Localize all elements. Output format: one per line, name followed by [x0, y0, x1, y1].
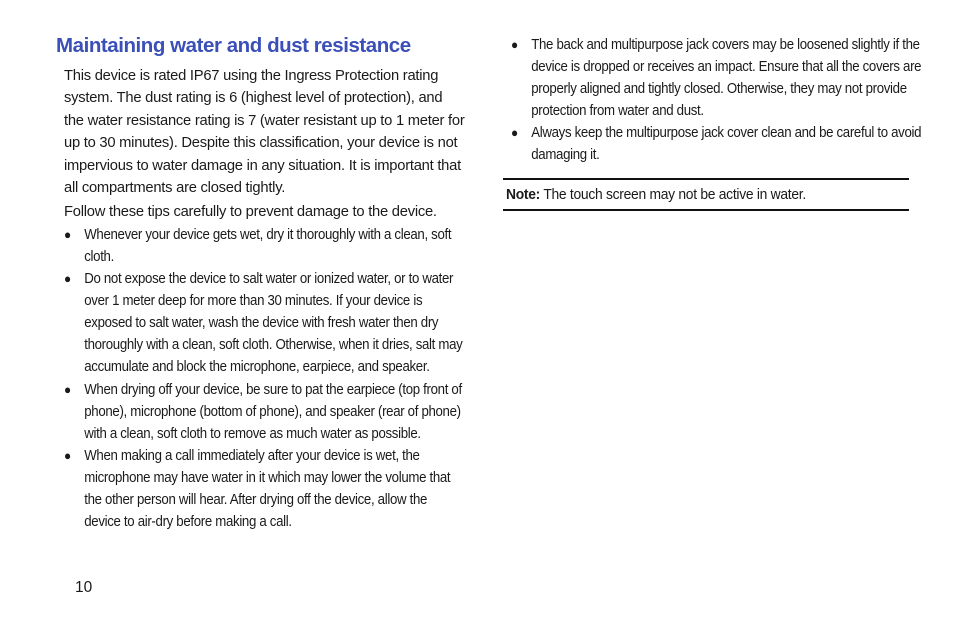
- list-item-text: Do not expose the device to salt water or ionized water, or to water over 1 meter deep for more than 30 minutes. If your device is exposed to salt water, wash the device with fresh water then dry thoroughly with a clean, soft cloth. Otherwise, when it dries, salt may accumulate and block the microphone, earpiece, and speaker.: [84, 271, 463, 376]
- list-item-text: Whenever your device gets wet, dry it thoroughly with a clean, soft cloth.: [84, 226, 452, 265]
- list-item-text: The back and multipurpose jack covers may be loosened slightly if the device is dropped or receives an impact. Ensure that all the covers are properly aligned and tightly closed. Otherwise, they may not provide protection from water and dust.: [531, 37, 922, 120]
- left-column: [56, 33, 466, 533]
- bullet-icon: ●: [64, 381, 71, 397]
- list-item: [64, 379, 466, 445]
- list-item: [511, 34, 922, 122]
- bullet-icon: ●: [511, 37, 518, 52]
- list-item-text: When drying off your device, be sure to pat the earpiece (top front of phone), microphone (bottom of phone), and speaker (rear of phone) with a clean, soft cloth to remove as much water as possible.: [84, 381, 462, 442]
- note-text: [506, 185, 806, 205]
- list-item: [64, 268, 466, 378]
- list-item: [64, 224, 466, 268]
- note-box: [503, 178, 909, 211]
- section-heading: Maintaining water and dust resistance: [56, 34, 411, 57]
- list-item-text: Always keep the multipurpose jack cover clean and be careful to avoid damaging it.: [531, 125, 922, 164]
- bullet-icon: ●: [64, 271, 71, 287]
- tips-lead-paragraph: Follow these tips carefully to prevent damage to the device.: [64, 203, 437, 221]
- list-item: [64, 445, 466, 533]
- intro-paragraph: This device is rated IP67 using the Ingress Protection rating system. The dust rating is 6 (highest level of protection), and the water resistance rating is 7 (water resistant up to 1 meter for up to 30 minutes). Despite this classification, your device is not impervious to water damage in any situation. It is important that all compartments are closed tightly.: [64, 67, 465, 197]
- right-column: [503, 34, 922, 167]
- list-item: [511, 122, 922, 166]
- page-number: 10: [75, 579, 93, 596]
- bullet-icon: ●: [511, 125, 518, 141]
- tips-list-right: [503, 34, 922, 167]
- bullet-icon: ●: [64, 226, 71, 242]
- note-label: Note:: [506, 187, 541, 203]
- note-body: The touch screen may not be active in water.: [540, 187, 806, 203]
- tips-list-left: [56, 224, 466, 533]
- bullet-icon: ●: [64, 447, 71, 463]
- list-item-text: When making a call immediately after your device is wet, the microphone may have water in it which may lower the volume that the other person will hear. After drying off the device, allow the device to air-dry before making a call.: [84, 447, 451, 531]
